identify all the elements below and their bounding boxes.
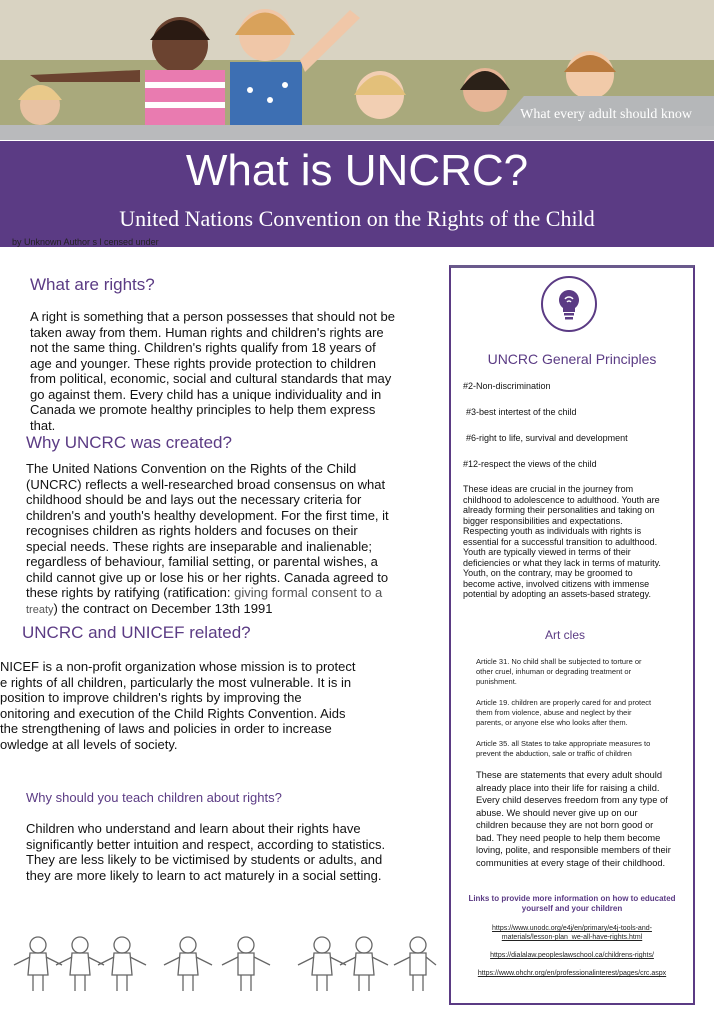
statement-line: abuse. We should never give up on our: [476, 807, 638, 818]
statement-line: children because they are not born good or: [476, 820, 654, 830]
principle-item: #2-Non-discrimination: [463, 381, 551, 391]
links-heading: Links to provide more information on how to educated: [468, 894, 676, 903]
principle-item: #6-right to life, survival and development: [466, 433, 628, 443]
ratification-definition: treaty: [26, 603, 54, 616]
rights-line: taken away from them. Human rights and children's rights are: [30, 324, 384, 340]
explanation-line: become active, involved citizens with immense: [463, 578, 650, 589]
why-line: [26, 585, 382, 601]
article-line: Article 19. children are properly cared for and protect: [476, 698, 652, 707]
ratification-definition: giving formal consent to a: [234, 585, 383, 600]
rights-line: A right is something that a person possesses that should not be: [30, 309, 395, 324]
unicef-heading: UNCRC and UNICEF related?: [22, 623, 251, 642]
link-unodc[interactable]: materials/lesson-plan_we-all-have-rights.html: [501, 934, 643, 941]
principles-heading: UNCRC General Principles: [487, 351, 657, 367]
why-line: (UNCRC) reflects a well-researched broad consensus on what: [26, 476, 386, 492]
article-line: prevent the abduction, sale or traffic of children: [476, 749, 632, 758]
article-line: them from violence, abuse and neglect by their: [476, 708, 632, 717]
teach-line: They are less likely to be victimised by students or adults, and: [26, 852, 383, 867]
image-credit: by Unknown Author s l censed under: [12, 237, 159, 247]
lightbulb-icon-graphic: [543, 278, 595, 330]
statement-line: loving, polite, and responsible members of their: [476, 845, 671, 855]
statement-line: already place into their life for raising a child.: [476, 782, 660, 793]
tagline-bar: [0, 125, 714, 140]
rights-line: age and younger. These rights provide protection to children: [30, 355, 376, 371]
why-line: child cannot give up or lose his or her rights. Canada agreed to: [26, 569, 389, 585]
doll-group: [14, 937, 436, 991]
why-line: regardless of behaviour, familial setting, or parental wishes, a: [26, 554, 378, 569]
rights-line: Canada we promote healthy principles to help them express: [30, 402, 376, 417]
page-title: What is UNCRC?: [185, 146, 529, 195]
article-line: other cruel, inhuman or degrading treatment or: [476, 667, 632, 676]
link-dialalaw[interactable]: https://dialalaw.peopleslawschool.ca/childrens-rights/: [490, 952, 654, 959]
explanation-line: essential for a successful transition to adulthood.: [463, 536, 658, 547]
why-line: recognises children as rights holders and focuses on their: [26, 523, 358, 538]
page-subtitle: United Nations Convention on the Rights of the Child: [119, 206, 595, 231]
lightbulb-icon: [541, 276, 597, 332]
why-line: childhood should be and lays out the necessary criteria for: [26, 492, 362, 507]
statement-line: Every child deserves freedom from any type of: [476, 795, 668, 805]
link-unodc[interactable]: https://www.unodc.org/e4j/en/primary/e4j-tools-and-: [492, 925, 652, 932]
rights-heading: What are rights?: [30, 275, 155, 294]
principle-item: #3-best intertest of the child: [466, 407, 577, 417]
explanation-line: potential by adopting an assets-based strategy.: [463, 589, 651, 599]
article-line: Article 35. all States to take appropriate measures to: [476, 739, 651, 748]
why-line-text: ) the contract on December 13th 1991: [53, 600, 273, 616]
statement-line: bad. They need people to help them become: [476, 832, 661, 843]
links-heading: yourself and your children: [521, 904, 623, 913]
why-line: children's and youth's healthy development. For the first time, it: [26, 507, 389, 523]
teach-heading: Why should you teach children about rights?: [26, 790, 282, 805]
paper-doll-children-illustration: [0, 935, 448, 995]
explanation-line: childhood to adolescence to adulthood. Youth are: [463, 494, 660, 505]
unicef-line: NICEF is a non-profit organization whose mission is to protect: [0, 659, 356, 674]
unicef-line: position to improve children's rights by improving the: [0, 690, 302, 705]
why-line: The United Nations Convention on the Rights of the Child: [26, 461, 357, 476]
explanation-line: Youth are typically viewed in terms of their: [463, 547, 631, 557]
explanation-line: Youth, on the contrary, may be groomed to: [463, 568, 633, 578]
explanation-line: Respecting youth as individuals with rights is: [463, 526, 642, 536]
article-line: Article 31. No child shall be subjected to torture or: [476, 657, 642, 666]
why-heading: Why UNCRC was created?: [26, 433, 232, 452]
why-line: [26, 601, 272, 619]
statement-line: communities at every stage of their childhood.: [476, 857, 666, 868]
teach-line: they are more likely to learn to act maturely in a social setting.: [26, 867, 382, 883]
statement-line: These are statements that every adult should: [476, 770, 663, 780]
explanation-line: bigger responsibilities and expectations.: [463, 515, 623, 526]
tagline: What every adult should know: [520, 107, 692, 122]
principle-item: #12-respect the views of the child: [463, 459, 597, 469]
rights-line: from political, economic, social and cultural standards that may: [30, 371, 392, 386]
unicef-line: owledge at all levels of society.: [0, 736, 178, 752]
why-line: special needs. These rights are inseparable and inalienable;: [26, 538, 372, 554]
explanation-line: These ideas are crucial in the journey from: [463, 484, 634, 494]
teach-line: Children who understand and learn about their rights have: [26, 821, 361, 836]
link-ohchr[interactable]: https://www.ohchr.org/en/professionalinterest/pages/crc.aspx: [477, 970, 667, 977]
explanation-line: already forming their personalities and taking on: [463, 505, 655, 515]
teach-line: significantly better intuition and respect, according to statistics.: [26, 836, 386, 852]
articles-heading: Art cles: [544, 628, 585, 642]
explanation-line: deficiencies or what they lack in terms of maturity.: [463, 557, 661, 568]
unicef-line: onitoring and execution of the Child Rights Convention. Aids: [0, 705, 346, 721]
unicef-line: the strengthening of laws and policies in order to increase: [0, 721, 332, 736]
rights-line: that.: [30, 417, 56, 433]
unicef-line: e rights of all children, particularly the most vulnerable. It is in: [0, 674, 352, 690]
rights-line: go against them. Every child has a unique individuality and in: [30, 386, 382, 402]
rights-line: not the same thing. Children's rights qualify from 18 years of: [30, 340, 376, 355]
why-line-text: these rights by ratifying (ratification:: [26, 585, 235, 600]
article-line: punishment.: [476, 677, 517, 686]
article-line: parents, or anyone else who looks after them.: [476, 718, 628, 727]
